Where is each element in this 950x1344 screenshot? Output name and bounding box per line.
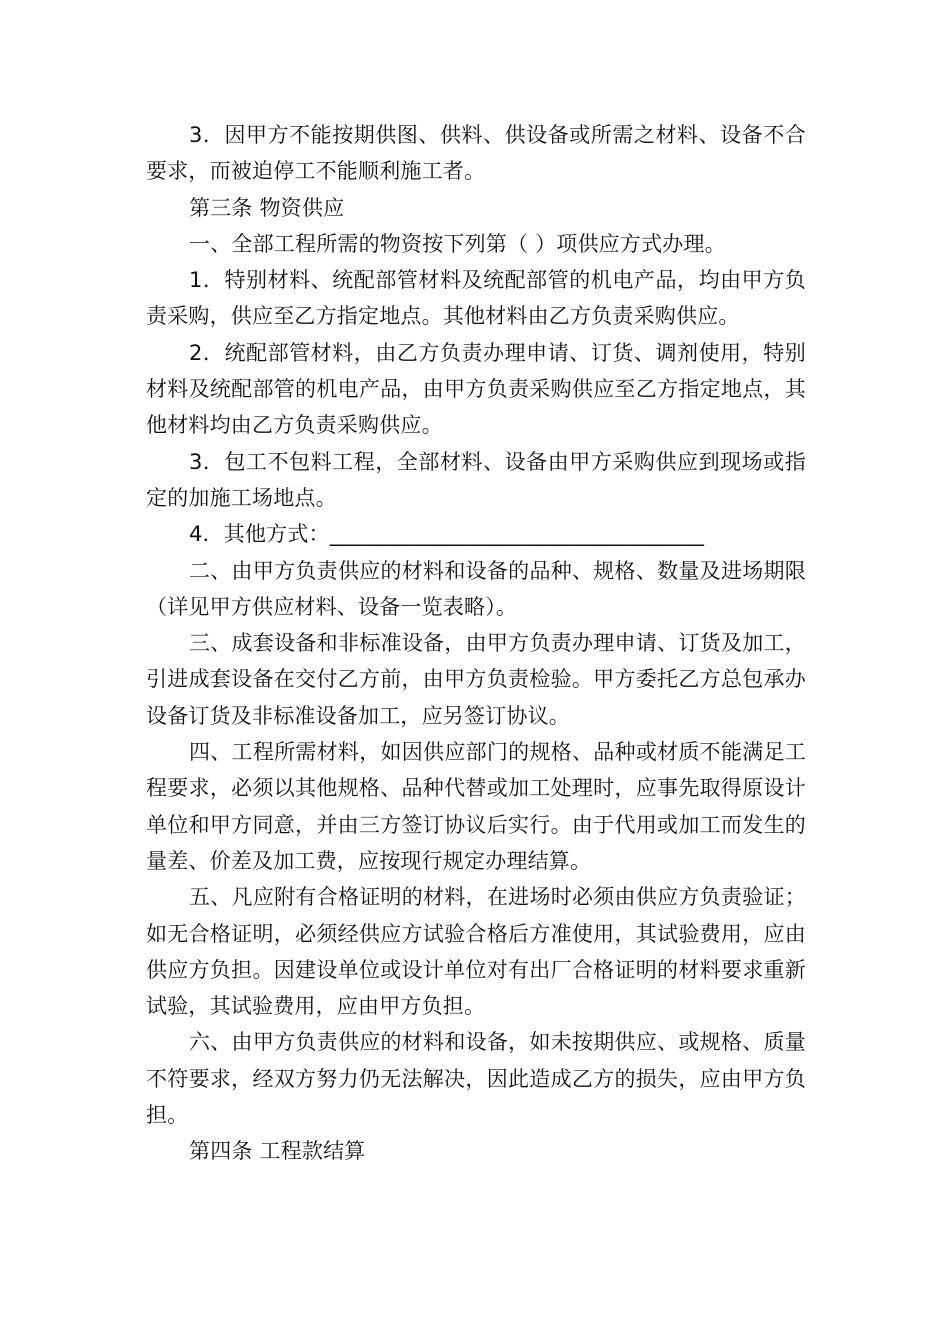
paragraph-clause-6: 六、由甲方负责供应的材料和设备，如未按期供应、或规格、质量不符要求，经双方努力仍无法解决，因此造成乙方的损失，应由甲方负担。 — [146, 1030, 806, 1128]
section-heading-article-3: 第三条 物资供应 — [189, 195, 345, 220]
paragraph-clause-3: 三、成套设备和非标准设备，由甲方负责办理申请、订货及加工，引进成套设备在交付乙方前，由甲方负责检验。甲方委托乙方总包承办设备订货及非标准设备加工，应另签订协议。 — [146, 631, 806, 728]
document-body — [146, 117, 806, 1170]
paragraph-option-1: 1．特别材料、统配部管材料及统配部管的机电产品，均由甲方负责采购，供应至乙方指定地点。其他材料由乙方负责采购供应。 — [146, 268, 806, 329]
paragraph-option-3: 3．包工不包料工程，全部材料、设备由甲方采购供应到现场或指定的加施工场地点。 — [146, 449, 806, 510]
paragraph-clause-4: 四、工程所需材料，如因供应部门的规格、品种或材质不能满足工程要求，必须以其他规格、品种代替或加工处理时，应事先取得原设计单位和甲方同意，并由三方签订协议后实行。由于代用或加工而发生的量差、价差及加工费，应按现行规定办理结算。 — [146, 740, 806, 873]
section-heading-article-4: 第四条 工程款结算 — [189, 1139, 366, 1164]
paragraph-supply-method: 一、全部工程所需的物资按下列第（ ）项供应方式办理。 — [189, 231, 726, 256]
paragraph-option-4: 4．其他方式：___________________________________ — [189, 522, 705, 547]
paragraph-option-2: 2．统配部管材料，由乙方负责办理申请、订货、调剂使用，特别材料及统配部管的机电产品，由甲方负责采购供应至乙方指定地点，其他材料均由乙方负责采购供应。 — [146, 340, 806, 438]
paragraph-clause-5: 五、凡应附有合格证明的材料，在进场时必须由供应方负责验证；如无合格证明，必须经供应方试验合格后方准使用，其试验费用，应由供应方负担。因建设单位或设计单位对有出厂合格证明的材料要求重新试验，其试验费用，应由甲方负担。 — [146, 885, 806, 1019]
paragraph-item-3-delay: 3．因甲方不能按期供图、供料、供设备或所需之材料、设备不合要求，而被迫停工不能顺利施工者。 — [146, 123, 806, 184]
paragraph-clause-2: 二、由甲方负责供应的材料和设备的品种、规格、数量及进场期限（详见甲方供应材料、设备一览表略）。 — [146, 558, 806, 619]
